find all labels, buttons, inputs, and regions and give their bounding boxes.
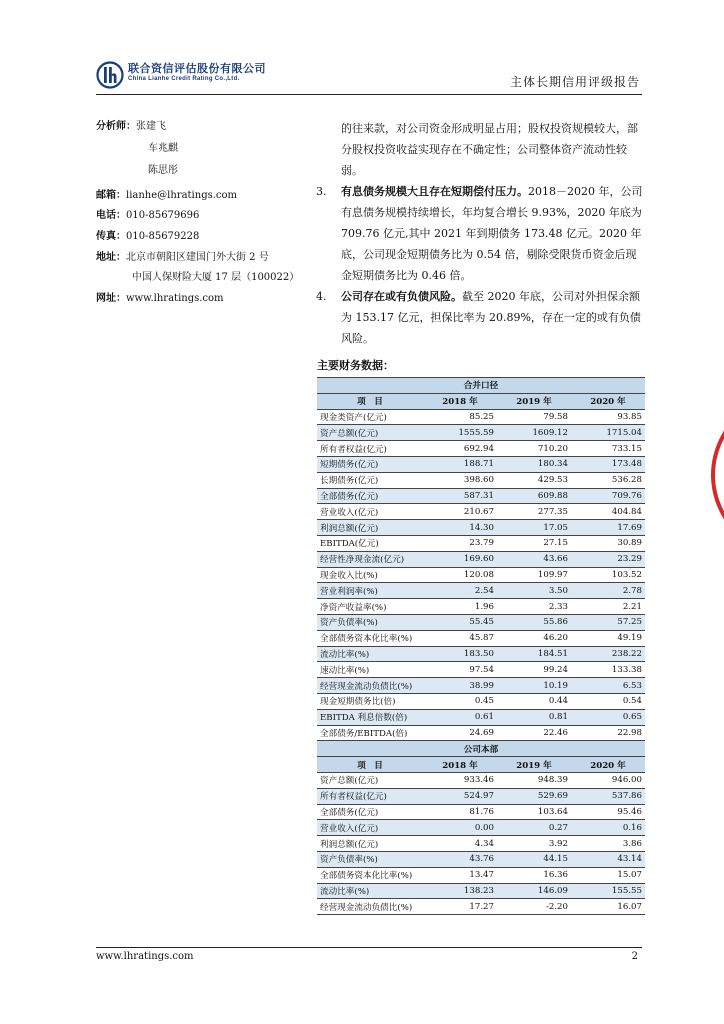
cell-value: 4.34 [423,836,497,852]
row-label: 资产总额(亿元) [317,425,423,441]
row-label: 现金收入比(%) [317,567,423,583]
cell-value: 49.19 [571,630,645,646]
row-label: 资产负债率(%) [317,851,423,867]
cell-value: 210.67 [423,504,497,520]
cell-value: 97.54 [423,662,497,678]
cell-value: 133.38 [571,662,645,678]
footer-url: www.lhratings.com [96,951,194,962]
cell-value: 85.25 [423,409,497,425]
cell-value: 2.78 [571,583,645,599]
header-divider [96,94,642,95]
cell-value: 1.96 [423,599,497,615]
cell-value: 95.46 [571,804,645,820]
cell-value: 537.86 [571,788,645,804]
cell-value: 169.60 [423,551,497,567]
cell-value: 57.25 [571,614,645,630]
analyst-label: 分析师： [96,121,136,132]
table-row [317,535,645,551]
table-row [317,662,645,678]
table-row [317,709,645,725]
row-label: 短期债务(亿元) [317,456,423,472]
table-row [317,614,645,630]
cell-value: 0.65 [571,709,645,725]
table-row [317,520,645,536]
cell-value: 184.51 [497,646,571,662]
cell-value: 0.81 [497,709,571,725]
row-label: 长期债务(亿元) [317,472,423,488]
table-row [317,630,645,646]
phone-value: 010-85679696 [126,210,200,221]
address-row [96,251,269,265]
table-row [317,851,645,867]
cell-value: 0.00 [423,820,497,836]
table-row [317,551,645,567]
column-header: 2018 年 [423,393,497,409]
cell-value: 55.45 [423,614,497,630]
table-column-header [317,393,645,409]
table-row [317,693,645,709]
phone-row [96,209,199,223]
item-heading: 公司存在或有负债风险。 [341,290,462,303]
cell-value: 15.07 [571,867,645,883]
table-row [317,867,645,883]
item-text: 截至 2020 年底，公司对外担保余额为 153.17 亿元，担保比率为 20.89%，存在一定的或有负债风险。 [341,290,641,345]
cell-value: 23.29 [571,551,645,567]
table-row [317,456,645,472]
item-text: 2018－2020 年，公司有息债务规模持续增长，年均复合增长 9.93%，2020 年底为 709.76 亿元,其中 2021 年到期债务 173.48 亿元。2020 年底，公司现金短期债务比为 0.54 倍，剔除受限货币资金后现金短期债务比为 0.46 倍。 [341,185,643,282]
cell-value: 3.50 [497,583,571,599]
website-row [96,292,224,306]
table-row [317,804,645,820]
cell-value: 948.39 [497,772,571,788]
website-label: 网址： [96,293,126,304]
risk-body [316,118,646,349]
item-heading: 有息债务规模大且存在短期偿付压力。 [341,185,528,198]
cell-value: 81.76 [423,804,497,820]
cell-value: 277.35 [497,504,571,520]
cell-value: 55.86 [497,614,571,630]
row-label: 净资产收益率(%) [317,599,423,615]
cell-value: 946.00 [571,772,645,788]
company-name-en: China Lianhe Credit Rating Co.,Ltd. [128,76,240,82]
cell-value: 22.46 [497,725,571,741]
cell-value: 0.54 [571,693,645,709]
cell-value: 24.69 [423,725,497,741]
cell-value: 43.76 [423,851,497,867]
cell-value: 103.52 [571,567,645,583]
table-row [317,504,645,520]
row-label: 所有者权益(亿元) [317,441,423,457]
row-label: 流动比率(%) [317,883,423,899]
column-header: 2020 年 [571,757,645,773]
row-label: 资产总额(亿元) [317,772,423,788]
cell-value: 733.15 [571,441,645,457]
cell-value: 13.47 [423,867,497,883]
cell-value: 93.85 [571,409,645,425]
row-label: 全部债务(亿元) [317,804,423,820]
cell-value: 1609.12 [497,425,571,441]
cell-value: 398.60 [423,472,497,488]
cell-value: 2.54 [423,583,497,599]
risk-item [316,181,646,286]
table-row [317,646,645,662]
cell-value: 23.79 [423,535,497,551]
column-header: 2019 年 [497,757,571,773]
cell-value: 27.15 [497,535,571,551]
cell-value: 103.64 [497,804,571,820]
cell-value: 692.94 [423,441,497,457]
table-row [317,788,645,804]
cell-value: 529.69 [497,788,571,804]
report-title: 主体长期信用评级报告 [509,75,640,89]
intro-paragraph: 的往来款，对公司资金形成明显占用；股权投资规模较大，部分股权投资收益实现存在不确定性；公司整体资产流动性较弱。 [341,122,638,177]
table-row [317,472,645,488]
table-column-header [317,757,645,773]
item-number: 3. [316,185,327,198]
table-row [317,583,645,599]
cell-value: 99.24 [497,662,571,678]
cell-value: 524.97 [423,788,497,804]
table-row [317,820,645,836]
row-label: 经营现金流动负债比(%) [317,899,423,915]
cell-value: 17.05 [497,520,571,536]
cell-value: 22.98 [571,725,645,741]
company-name-cn: 联合资信评估股份有限公司 [128,62,266,75]
cell-value: 404.84 [571,504,645,520]
cell-value: 10.19 [497,678,571,694]
lianhe-logo-icon [96,61,124,89]
row-label: 所有者权益(亿元) [317,788,423,804]
table-section-header [317,378,645,394]
row-label: 全部债务/EBITDA(倍) [317,725,423,741]
row-label: 经营性净现金流(亿元) [317,551,423,567]
row-label: 资产负债率(%) [317,614,423,630]
address-line1: 北京市朝阳区建国门外大街 2 号 [126,252,269,263]
table-row [317,599,645,615]
address-label: 地址： [96,252,126,263]
row-label: 营业收入(亿元) [317,820,423,836]
cell-value: 120.08 [423,567,497,583]
cell-value: 43.14 [571,851,645,867]
cell-value: 146.09 [497,883,571,899]
cell-value: 2.21 [571,599,645,615]
cell-value: 183.50 [423,646,497,662]
cell-value: 0.27 [497,820,571,836]
cell-value: 0.16 [571,820,645,836]
cell-value: 46.20 [497,630,571,646]
table-row [317,899,645,915]
table-section-header [317,741,645,757]
cell-value: 2.33 [497,599,571,615]
row-label: 全部债务(亿元) [317,488,423,504]
cell-value: 188.71 [423,456,497,472]
cell-value: 536.28 [571,472,645,488]
analyst-name: 陈思彤 [148,165,178,176]
cell-value: 79.58 [497,409,571,425]
row-label: 现金短期债务比(倍) [317,693,423,709]
cell-value: 609.88 [497,488,571,504]
cell-value: 3.92 [497,836,571,852]
column-header: 项 目 [317,757,423,773]
phone-label: 电话： [96,210,126,221]
seal-stamp-icon [703,395,724,555]
fax-label: 传真： [96,231,126,242]
row-label: EBITDA(亿元) [317,535,423,551]
cell-value: 138.23 [423,883,497,899]
fax-row [96,230,199,244]
cell-value: 38.99 [423,678,497,694]
cell-value: 0.44 [497,693,571,709]
column-header: 项 目 [317,393,423,409]
table-row [317,441,645,457]
row-label: 现金类资产(亿元) [317,409,423,425]
item-number: 4. [316,290,327,303]
cell-value: 429.53 [497,472,571,488]
cell-value: 710.20 [497,441,571,457]
table-row [317,488,645,504]
row-label: EBITDA 利息倍数(倍) [317,709,423,725]
footer-divider [96,947,642,948]
cell-value: 1715.04 [571,425,645,441]
table-row [317,772,645,788]
row-label: 全部债务资本化比率(%) [317,867,423,883]
cell-value: 14.30 [423,520,497,536]
cell-value: 43.66 [497,551,571,567]
cell-value: 155.55 [571,883,645,899]
risk-item [316,286,646,349]
website-value: www.lhratings.com [126,293,224,304]
row-label: 全部债务资本化比率(%) [317,630,423,646]
address-line2: 中国人保财险大厦 17 层（100022） [132,272,300,283]
analyst-row [96,120,166,134]
table-row [317,883,645,899]
email-row [96,189,237,203]
column-header: 2019 年 [497,393,571,409]
row-label: 利润总额(亿元) [317,520,423,536]
cell-value: 587.31 [423,488,497,504]
row-label: 流动比率(%) [317,646,423,662]
cell-value: 109.97 [497,567,571,583]
row-label: 营业收入(亿元) [317,504,423,520]
column-header: 2020 年 [571,393,645,409]
table-row [317,678,645,694]
cell-value: 30.89 [571,535,645,551]
email-value: lianhe@lhratings.com [126,190,238,201]
cell-value: 0.61 [423,709,497,725]
row-label: 利润总额(亿元) [317,836,423,852]
row-label: 经营现金流动负债比(%) [317,678,423,694]
cell-value: 44.15 [497,851,571,867]
table-title: 主要财务数据： [317,359,394,372]
cell-value: 173.48 [571,456,645,472]
section-title: 合并口径 [317,378,645,394]
cell-value: 1555.59 [423,425,497,441]
cell-value: 238.22 [571,646,645,662]
cell-value: 709.76 [571,488,645,504]
column-header: 2018 年 [423,757,497,773]
cell-value: 17.27 [423,899,497,915]
cell-value: 0.45 [423,693,497,709]
section-title: 公司本部 [317,741,645,757]
table-row [317,725,645,741]
table-row [317,567,645,583]
cell-value: 16.36 [497,867,571,883]
analyst-name: 车兆麒 [148,143,178,154]
financial-table [317,377,645,915]
cell-value: 16.07 [571,899,645,915]
table-row [317,836,645,852]
table-row [317,425,645,441]
cell-value: 933.46 [423,772,497,788]
fax-value: 010-85679228 [126,231,200,242]
row-label: 营业利润率(%) [317,583,423,599]
analyst-name: 张建飞 [136,121,166,132]
page-number: 2 [631,951,638,962]
cell-value: 45.87 [423,630,497,646]
email-label: 邮箱： [96,190,126,201]
table-row [317,409,645,425]
cell-value: 6.53 [571,678,645,694]
cell-value: -2.20 [497,899,571,915]
cell-value: 180.34 [497,456,571,472]
cell-value: 3.86 [571,836,645,852]
cell-value: 17.69 [571,520,645,536]
row-label: 速动比率(%) [317,662,423,678]
